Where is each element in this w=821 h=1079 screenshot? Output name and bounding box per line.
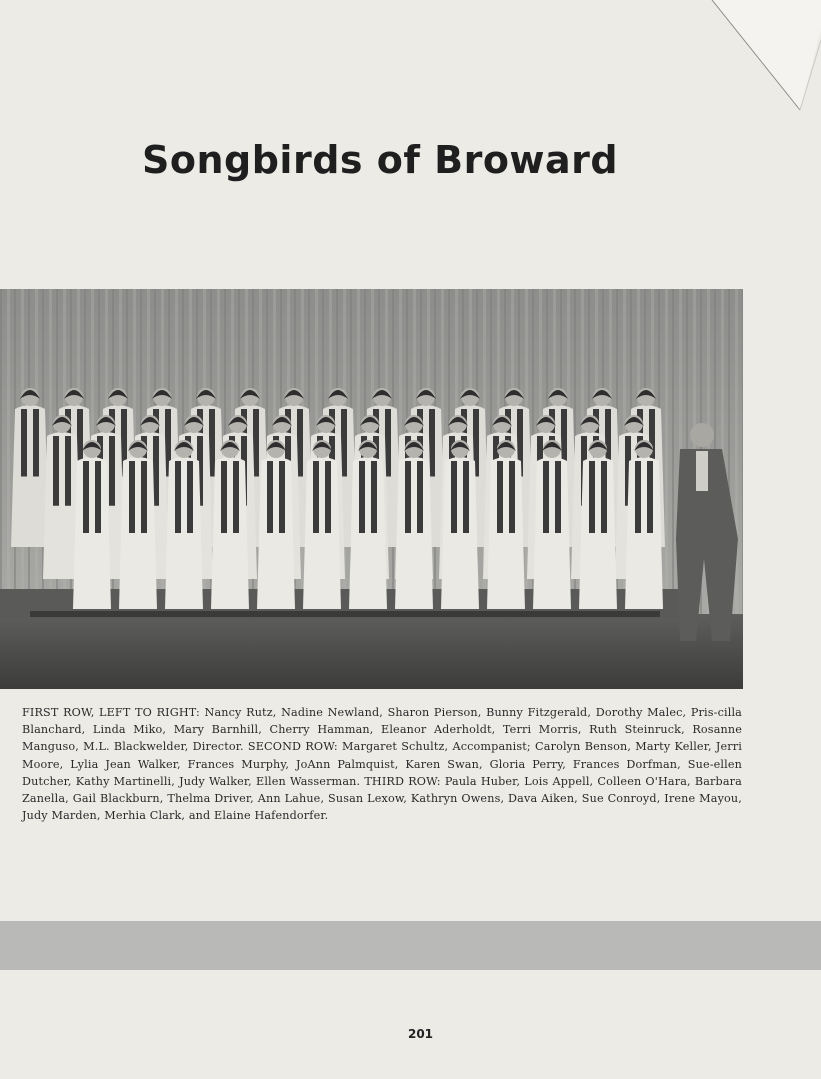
- choir-member-figure: [119, 440, 157, 609]
- choir-member-figure: [441, 440, 479, 609]
- photo-caption: FIRST ROW, LEFT TO RIGHT: Nancy Rutz, Nadine Newland, Sharon Pierson, Bunny Fitzgerald, Dorothy Malec, Pris-cilla Blanchard, Linda Miko, Mary Barnhill, Cherry Hamman, Eleanor Aderholdt, Terri Morris, Ruth Steinruck, Rosanne Manguso, M.L. Blackwelder, Director. SECOND ROW: Margaret Schultz, Accompanist; Carolyn Benson, Marty Keller, Jerri Moore, Lylia Jean Walker, Frances Murphy, JoAnn Palmquist, Karen Swan, Gloria Perry, Frances Dorfman, Sue-ellen Dutcher, Kathy Martinelli, Judy Walker, Ellen Wasserman. THIRD ROW: Paula Huber, Lois Appell, Colleen O'Hara, Barbara Zanella, Gail Blackburn, Thelma Driver, Ann Lahue, Susan Lexow, Kathryn Owens, Dava Aiken, Sue Conroyd, Irene Mayou, Judy Marden, Merhia Clark, and Elaine Hafendorfer.: [22, 706, 742, 823]
- choir-member-figure: [579, 440, 617, 609]
- choir-member-figure: [165, 440, 203, 609]
- choir-member-figure: [257, 440, 295, 609]
- choir-member-figure: [533, 440, 571, 609]
- choir-group-photo: [0, 289, 743, 689]
- choir-member-figure: [349, 440, 387, 609]
- choir-member-figure: [303, 440, 341, 609]
- choir-member-figure: [11, 388, 49, 547]
- page-corner-fold: [700, 0, 821, 150]
- page-number: 201: [407, 1027, 434, 1041]
- choir-member-figure: [395, 440, 433, 609]
- page-title: Songbirds of Broward: [142, 138, 619, 182]
- choir-member-figure: [487, 440, 525, 609]
- choir-member-figure: [211, 440, 249, 609]
- choir-member-figure: [625, 440, 663, 609]
- choir-member-figure: [73, 440, 111, 609]
- footer-band: [0, 921, 821, 970]
